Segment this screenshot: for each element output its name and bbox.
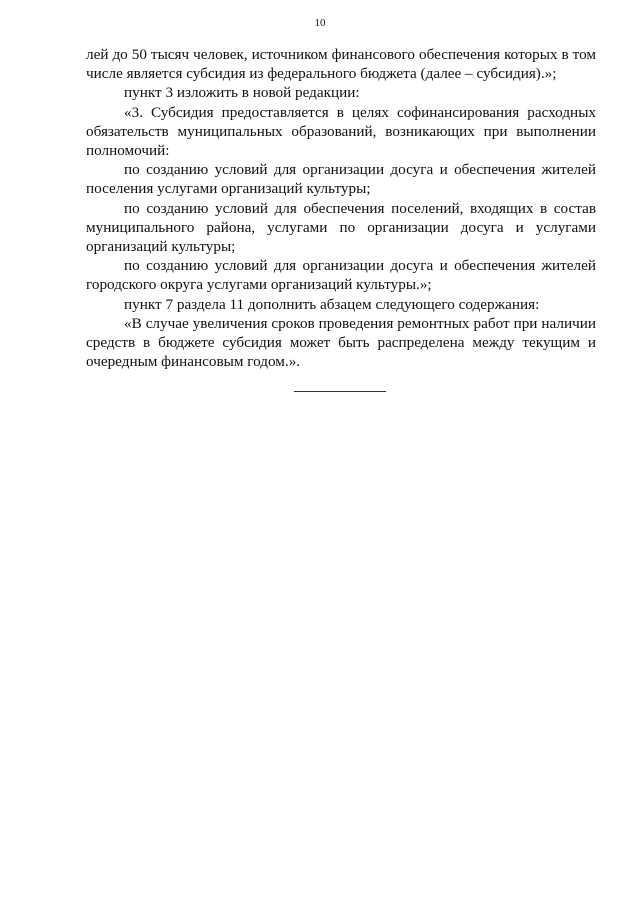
paragraph-city-district: по созданию условий для организации досуга и обеспечения жителей городского округа услугами организаций культуры.»;	[86, 257, 596, 294]
paragraph-amend-item-7: пункт 7 раздела 11 дополнить абзацем следующего содержания:	[124, 295, 540, 313]
paragraph-settlements: по созданию условий для организации досуга и обеспечения жителей поселения услугами организаций культуры;	[86, 161, 596, 198]
document-body	[86, 45, 596, 371]
end-divider	[294, 391, 386, 392]
paragraph-municipal-district: по созданию условий для обеспечения поселений, входящих в состав муниципального района, услугами по организации досуга и услугами организаций культуры;	[86, 199, 596, 256]
paragraph-continuation: лей до 50 тысяч человек, источником финансового обеспечения которых в том числе является субсидия из федерального бюджета (далее – субсидия).»;	[86, 46, 596, 83]
paragraph-amend-item-3: пункт 3 изложить в новой редакции:	[124, 84, 360, 102]
paragraph-item-3-text: «3. Субсидия предоставляется в целях софинансирования расходных обязательств муниципальных образований, возникающих при выполнении полномочий:	[86, 103, 596, 160]
page-number: 10	[314, 17, 326, 29]
paragraph-item-7-text: «В случае увеличения сроков проведения ремонтных работ при наличии средств в бюджете субсидия может быть распределена между текущим и очередным финансовым годом.».	[86, 314, 596, 371]
